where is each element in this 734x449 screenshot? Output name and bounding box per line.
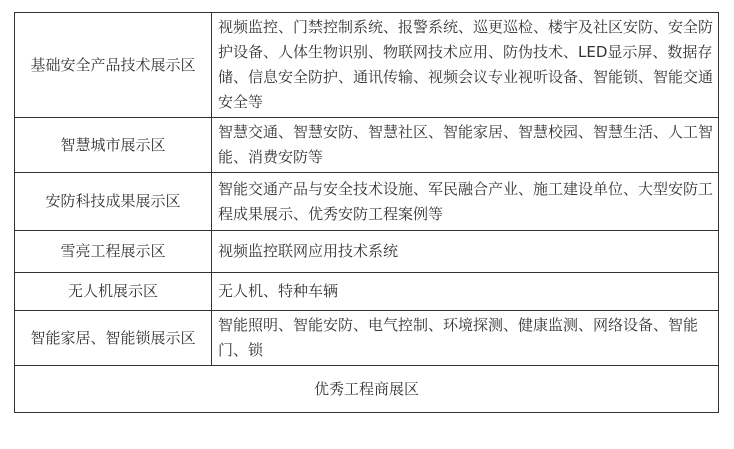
zone-name-cell: 智能家居、智能锁展示区 <box>15 311 212 366</box>
table-row <box>15 118 719 173</box>
table-row <box>15 231 719 273</box>
zone-content-cell: 智能交通产品与安全技术设施、军民融合产业、施工建设单位、大型安防工程成果展示、优秀安防工程案例等 <box>212 173 719 231</box>
zone-name-cell: 智慧城市展示区 <box>15 118 212 173</box>
zone-name-cell: 安防科技成果展示区 <box>15 173 212 231</box>
zone-content-cell: 无人机、特种车辆 <box>212 273 719 311</box>
zone-name-cell: 基础安全产品技术展示区 <box>15 13 212 118</box>
zone-content-cell: 智能照明、智能安防、电气控制、环境探测、健康监测、网络设备、智能门、锁 <box>212 311 719 366</box>
table-row <box>15 273 719 311</box>
zone-name-cell: 雪亮工程展示区 <box>15 231 212 273</box>
table-footer-row <box>15 366 719 413</box>
table-row <box>15 13 719 118</box>
exhibition-zones-table <box>14 12 719 413</box>
table-row <box>15 311 719 366</box>
table-row <box>15 173 719 231</box>
footer-zone-cell: 优秀工程商展区 <box>15 366 719 413</box>
zone-content-cell: 智慧交通、智慧安防、智慧社区、智能家居、智慧校园、智慧生活、人工智能、消费安防等 <box>212 118 719 173</box>
zone-content-cell: 视频监控、门禁控制系统、报警系统、巡更巡检、楼宇及社区安防、安全防护设备、人体生物识别、物联网技术应用、防伪技术、LED显示屏、数据存储、信息安全防护、通讯传输、视频会议专业视听设备、智能锁、智能交通安全等 <box>212 13 719 118</box>
zone-name-cell: 无人机展示区 <box>15 273 212 311</box>
zone-content-cell: 视频监控联网应用技术系统 <box>212 231 719 273</box>
